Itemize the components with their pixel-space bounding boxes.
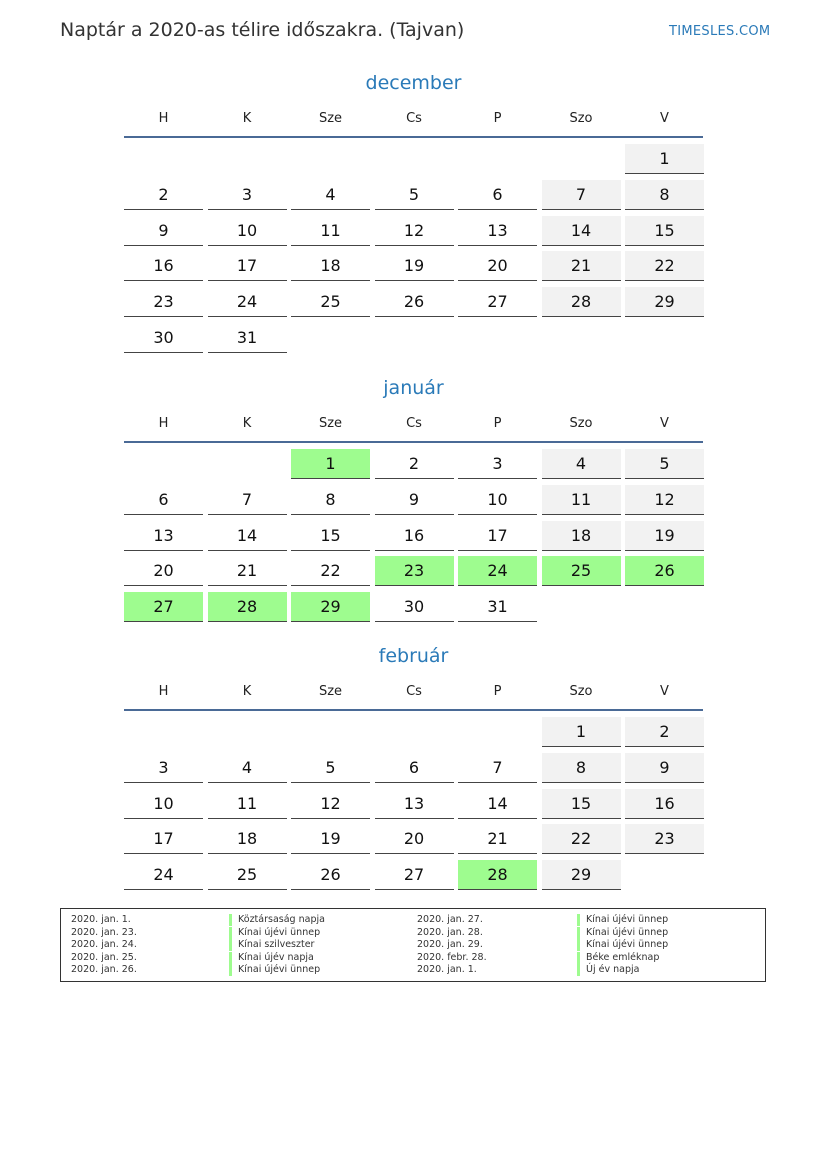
day-cell: 14 (208, 521, 287, 551)
weekday-header: P (493, 416, 502, 431)
day-cell: 13 (124, 521, 203, 551)
day-cell: 25 (208, 860, 287, 890)
legend-holiday-name: Kínai újévi ünnep (229, 964, 320, 976)
day-cell: 10 (124, 789, 203, 819)
legend-holiday-name: Kínai újévi ünnep (577, 914, 668, 926)
legend-row (61, 939, 765, 951)
month-name: január (383, 377, 444, 399)
month-block (124, 72, 703, 347)
day-cell: 13 (458, 216, 537, 246)
day-cell: 18 (291, 251, 370, 281)
day-cell: 19 (291, 824, 370, 854)
weekday-header: K (242, 111, 252, 126)
day-cell: 24 (208, 287, 287, 317)
day-cell: 8 (291, 485, 370, 515)
weekday-header: K (242, 416, 252, 431)
day-cell: 31 (458, 592, 537, 622)
day-cell: 27 (375, 860, 454, 890)
day-cell: 31 (208, 323, 287, 353)
day-cell: 7 (542, 180, 621, 210)
legend-holiday-name: Új év napja (577, 964, 639, 976)
day-cell: 26 (375, 287, 454, 317)
day-cell: 22 (291, 556, 370, 586)
legend-row (61, 964, 765, 976)
brand-link[interactable]: TIMESLES.COM (669, 24, 771, 39)
legend-row (61, 914, 765, 926)
day-cell: 1 (625, 144, 704, 174)
page-title: Naptár a 2020-as télire időszakra. (Tajvan) (60, 19, 465, 41)
day-cell: 16 (625, 789, 704, 819)
day-cell: 4 (291, 180, 370, 210)
day-cell: 23 (625, 824, 704, 854)
weekday-header: Cs (406, 684, 422, 699)
day-cell: 30 (124, 323, 203, 353)
day-cell: 2 (375, 449, 454, 479)
weekday-header: Szo (569, 416, 593, 431)
holiday-day-cell: 28 (208, 592, 287, 622)
day-cell: 9 (124, 216, 203, 246)
legend-date: 2020. jan. 23. (71, 926, 137, 938)
day-cell: 11 (291, 216, 370, 246)
day-cell: 17 (208, 251, 287, 281)
day-cell: 16 (124, 251, 203, 281)
day-cell: 9 (625, 753, 704, 783)
day-cell: 22 (542, 824, 621, 854)
holiday-day-cell: 25 (542, 556, 621, 586)
day-cell: 8 (542, 753, 621, 783)
holiday-day-cell: 26 (625, 556, 704, 586)
legend-holiday-name: Kínai szilveszter (229, 939, 314, 951)
day-cell: 15 (625, 216, 704, 246)
header-rule (124, 136, 703, 138)
legend-date: 2020. jan. 27. (417, 914, 483, 925)
day-cell: 13 (375, 789, 454, 819)
day-cell: 25 (291, 287, 370, 317)
month-block (124, 645, 703, 905)
day-cell: 18 (208, 824, 287, 854)
day-cell: 11 (542, 485, 621, 515)
legend-row (61, 927, 765, 939)
day-cell: 22 (625, 251, 704, 281)
weekday-header: V (660, 416, 669, 431)
day-cell: 5 (375, 180, 454, 210)
day-cell: 21 (542, 251, 621, 281)
weekday-header: K (242, 684, 252, 699)
day-cell: 5 (625, 449, 704, 479)
day-cell: 23 (124, 287, 203, 317)
header-rule (124, 709, 703, 711)
day-cell: 3 (208, 180, 287, 210)
weekday-header: H (158, 416, 169, 431)
day-cell: 6 (458, 180, 537, 210)
day-cell: 4 (208, 753, 287, 783)
month-block (124, 377, 703, 637)
day-cell: 12 (291, 789, 370, 819)
day-cell: 16 (375, 521, 454, 551)
day-cell: 3 (124, 753, 203, 783)
legend-holiday-name: Kínai újévi ünnep (229, 927, 320, 939)
day-cell: 12 (375, 216, 454, 246)
day-cell: 24 (124, 860, 203, 890)
day-cell: 18 (542, 521, 621, 551)
legend-date: 2020. jan. 26. (71, 964, 137, 976)
legend-holiday-name: Köztársaság napja (229, 914, 325, 926)
day-cell: 21 (458, 824, 537, 854)
weekday-header: P (493, 684, 502, 699)
day-cell: 17 (458, 521, 537, 551)
day-cell: 29 (625, 287, 704, 317)
day-cell: 27 (458, 287, 537, 317)
weekday-header: Sze (318, 684, 343, 699)
day-cell: 15 (291, 521, 370, 551)
day-cell: 2 (124, 180, 203, 210)
weekday-header: V (660, 684, 669, 699)
day-cell: 21 (208, 556, 287, 586)
day-cell: 10 (458, 485, 537, 515)
weekday-header: Cs (406, 111, 422, 126)
weekday-header: H (158, 684, 169, 699)
day-cell: 9 (375, 485, 454, 515)
holiday-day-cell: 27 (124, 592, 203, 622)
holiday-day-cell: 23 (375, 556, 454, 586)
weekday-header: Szo (569, 684, 593, 699)
legend-holiday-name: Kínai újévi ünnep (577, 939, 668, 951)
day-cell: 29 (542, 860, 621, 890)
legend-date: 2020. jan. 1. (71, 914, 131, 925)
day-cell: 8 (625, 180, 704, 210)
weekday-header: V (660, 111, 669, 126)
day-cell: 4 (542, 449, 621, 479)
weekday-header: Sze (318, 416, 343, 431)
holiday-day-cell: 29 (291, 592, 370, 622)
day-cell: 7 (458, 753, 537, 783)
day-cell: 1 (542, 717, 621, 747)
legend-holiday-name: Béke emléknap (577, 952, 659, 964)
day-cell: 6 (375, 753, 454, 783)
legend-date: 2020. jan. 28. (417, 926, 483, 938)
weekday-header: H (158, 111, 169, 126)
day-cell: 19 (375, 251, 454, 281)
holiday-legend (60, 908, 766, 982)
day-cell: 28 (542, 287, 621, 317)
legend-date: 2020. febr. 28. (417, 951, 487, 963)
day-cell: 6 (124, 485, 203, 515)
legend-date: 2020. jan. 24. (71, 939, 137, 951)
day-cell: 30 (375, 592, 454, 622)
weekday-header: Szo (569, 111, 593, 126)
weekday-header: Cs (406, 416, 422, 431)
day-cell: 2 (625, 717, 704, 747)
day-cell: 17 (124, 824, 203, 854)
legend-row (61, 952, 765, 964)
day-cell: 12 (625, 485, 704, 515)
month-name: december (365, 72, 462, 94)
day-cell: 14 (542, 216, 621, 246)
day-cell: 20 (375, 824, 454, 854)
day-cell: 19 (625, 521, 704, 551)
day-cell: 14 (458, 789, 537, 819)
month-name: február (378, 645, 449, 667)
day-cell: 20 (458, 251, 537, 281)
legend-holiday-name: Kínai újév napja (229, 952, 314, 964)
weekday-header: Sze (318, 111, 343, 126)
holiday-day-cell: 24 (458, 556, 537, 586)
holiday-day-cell: 1 (291, 449, 370, 479)
day-cell: 15 (542, 789, 621, 819)
day-cell: 11 (208, 789, 287, 819)
header-rule (124, 441, 703, 443)
weekday-header: P (493, 111, 502, 126)
day-cell: 20 (124, 556, 203, 586)
legend-date: 2020. jan. 25. (71, 951, 137, 963)
day-cell: 7 (208, 485, 287, 515)
legend-date: 2020. jan. 29. (417, 939, 483, 951)
holiday-day-cell: 28 (458, 860, 537, 890)
day-cell: 5 (291, 753, 370, 783)
legend-holiday-name: Kínai újévi ünnep (577, 927, 668, 939)
day-cell: 26 (291, 860, 370, 890)
day-cell: 3 (458, 449, 537, 479)
legend-date: 2020. jan. 1. (417, 964, 477, 976)
day-cell: 10 (208, 216, 287, 246)
